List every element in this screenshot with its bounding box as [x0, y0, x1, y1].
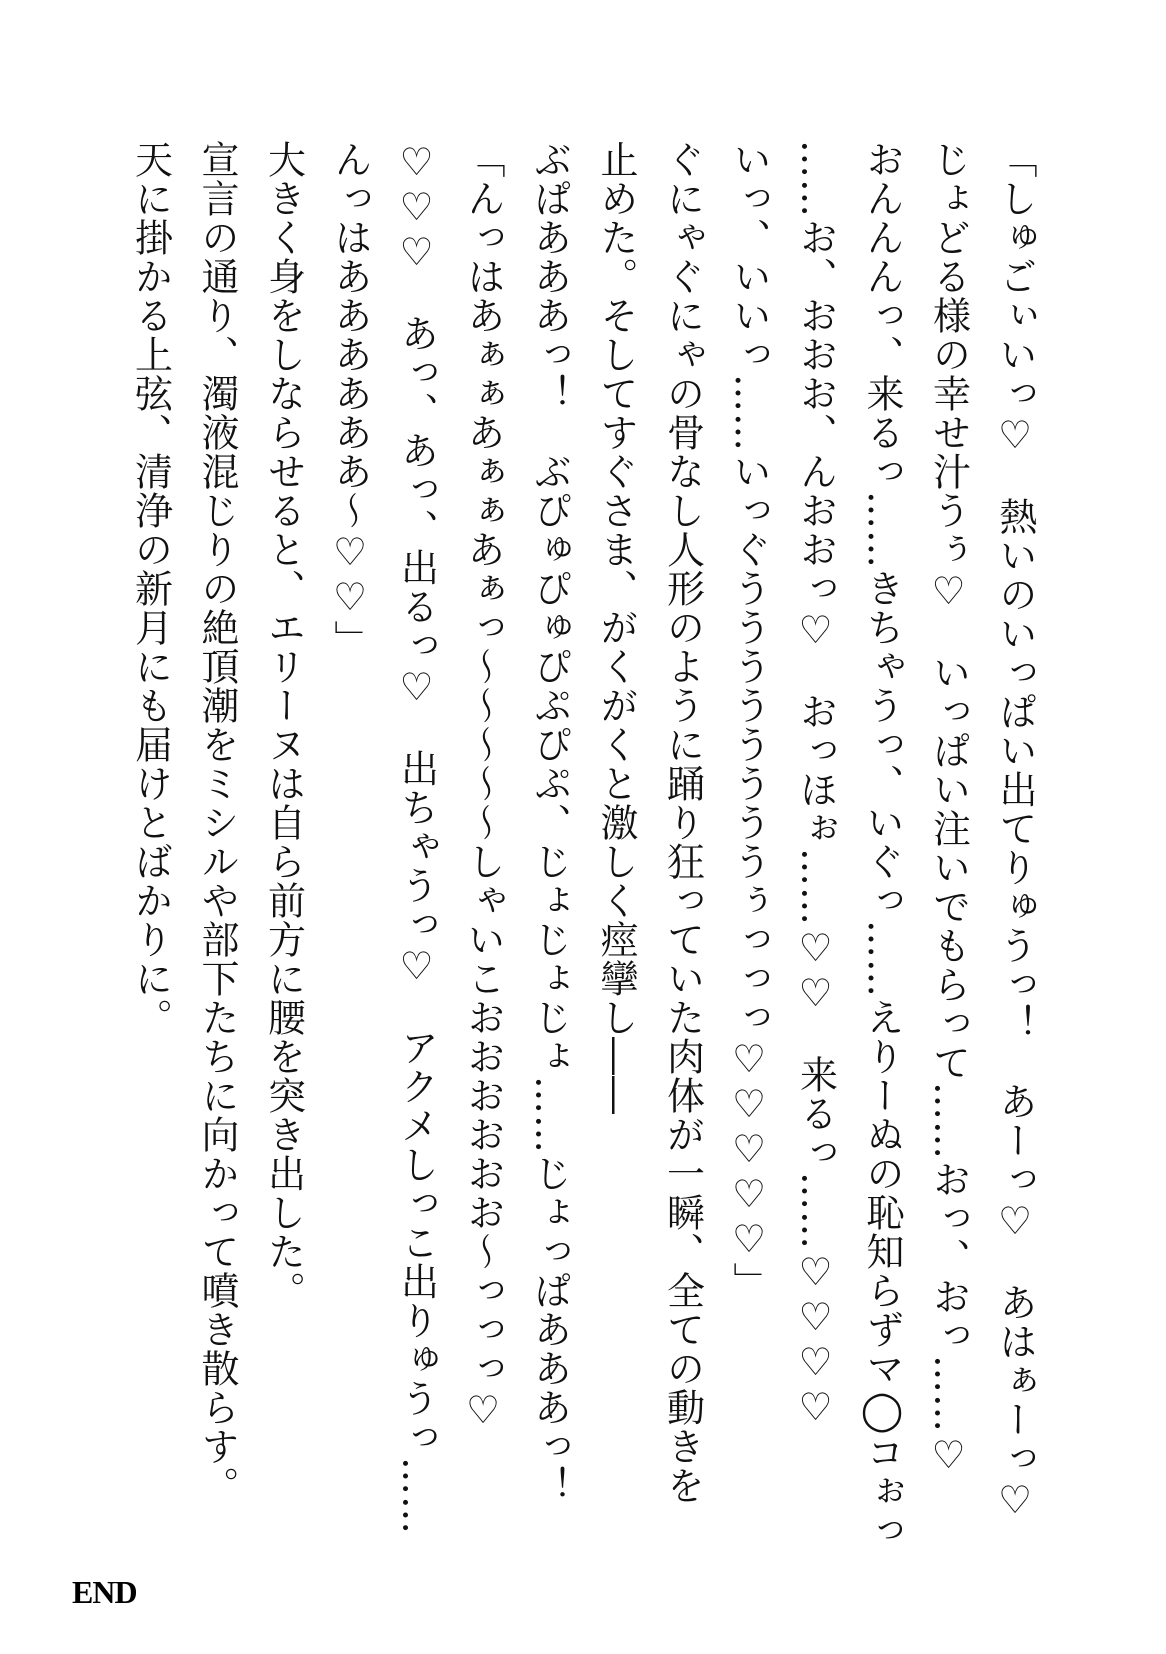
text-line-5: いっ、いいっ……いっぐううううううううぅっっっ♡♡♡♡♡」: [727, 140, 771, 1301]
end-label: END: [72, 1574, 137, 1610]
text-line-8: ぶぱあああっ！ ぶぴゅぴゅぴぷぴぷ、じょじょじょ……じょっぱあああっ！: [527, 140, 572, 1505]
text-line-4: ……お、おおお、んおおっ♡ おっほぉ……♡♡ 来るっ……♡♡♡♡: [793, 140, 838, 1430]
text-line-10: ♡♡♡ あっ、あっ、出るっ♡ 出ちゃうっ♡ アクメしっこ出りゅうっ……: [394, 140, 439, 1535]
text-line-9: 「んっはあぁぁあぁぁあぁっ～～～～～しゃいこおおおおおお～っっっ♡: [461, 140, 505, 1433]
text-line-3: おんんんっ、来るっ……きちゃうっ、いぐっ……えりーぬの恥知らずマ◯コぉっ: [860, 140, 904, 1550]
text-line-14: 天に掛かる上弦、清浄の新月にも届けとばかりに。: [128, 140, 173, 1037]
text-line-6: ぐにゃぐにゃの骨なし人形のように踊り狂っていた肉体が一瞬、全ての動きを: [660, 140, 705, 1505]
text-line-7: 止めた。そしてすぐさま、がくがくと激しく痙攣し――: [594, 140, 638, 1115]
text-line-12: 大きく身をしならせると、エリーヌは自ら前方に腰を突き出した。: [261, 140, 306, 1310]
text-line-13: 宣言の通り、濁液混じりの絶頂潮をミシルや部下たちに向かって噴き散らす。: [195, 140, 239, 1505]
text-line-2: じょどる様の幸せ汁うぅ♡ いっぱい注いでもらって……おっ、おっ……♡: [926, 140, 971, 1478]
text-line-11: んっはああああああ～♡♡」: [328, 140, 372, 659]
vertical-text-block: [117, 140, 1048, 1550]
text-line-1: 「しゅごぃいっ♡ 熱いのいっぱい出てりゅうっ！ あーっ♡ あはぁーっ♡: [993, 140, 1037, 1523]
